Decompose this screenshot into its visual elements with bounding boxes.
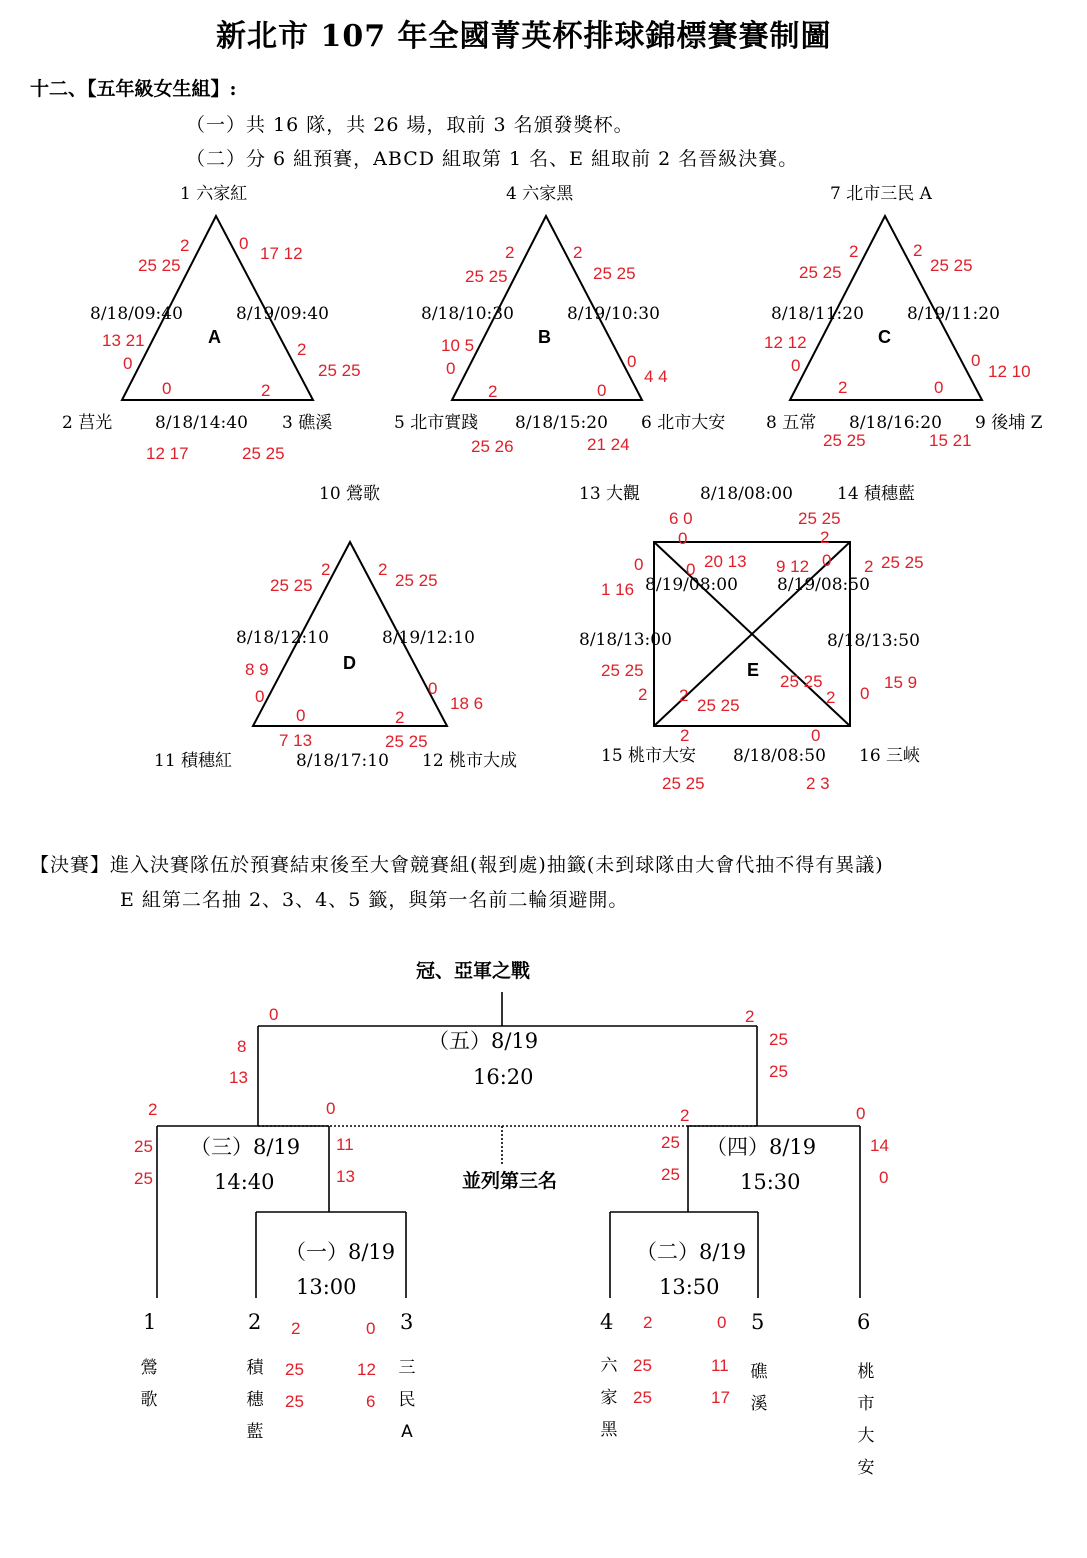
group-b-time-left: 8/18/10:30 [421,304,514,324]
match-3-time: 14:40 [214,1170,275,1194]
score: 0 [686,560,696,579]
score: 2 3 [806,774,830,793]
score: 2 [680,726,690,745]
score: 2 [297,340,307,359]
group-b-time-bottom: 8/18/15:20 [515,413,608,433]
score: 1 16 [601,580,635,599]
score: 0 [296,706,306,725]
score: 2 [679,686,689,705]
match-5-date: （五）8/19 [428,1029,539,1053]
score: 20 13 [704,552,747,571]
score: 25 25 [465,267,508,286]
team-name-seed-3: 三 民 A [398,1358,416,1442]
seed-4: 4 [600,1310,614,1334]
match-1-time: 13:00 [296,1275,357,1299]
score: 0 [597,381,607,400]
score: 25 25 [395,571,438,590]
score: 25 25 [662,774,705,793]
score: 7 13 [279,731,313,750]
score: 15 21 [929,431,972,450]
score: 8 [237,1037,247,1056]
score: 0 [627,352,637,371]
team-name-seed-5: 礁 溪 [750,1362,768,1414]
group-e-team-14: 14 積穗藍 [837,484,916,504]
score: 4 4 [644,367,668,386]
score: 13 [336,1167,355,1186]
group-d-team-10: 10 鶯歌 [319,484,381,504]
score: 0 [446,359,456,378]
rule-2: （二）分 6 組預賽，ABCD 組取第 1 名、E 組取前 2 名晉級決賽。 [186,148,799,170]
score: 0 [934,378,944,397]
match-5-time: 16:20 [473,1065,534,1089]
score: 25 25 [930,256,973,275]
score: 25 25 [138,256,181,275]
group-c-team-8: 8 五常 [766,413,817,433]
group-a-label: A [208,327,221,347]
score: 2 [864,557,874,576]
score: 2 [826,688,836,707]
finals-rule-1: 【決賽】進入決賽隊伍於預賽結束後至大會競賽組(報到處)抽籤(未到球隊由大會代抽不得有異議) [30,854,884,876]
group-c-team-7: 7 北市三民 A [830,184,932,204]
group-e-team-15: 15 桃市大安 [601,746,697,766]
score: 21 24 [587,435,630,454]
third-place-label: 並列第三名 [462,1170,558,1192]
score: 25 26 [471,437,514,456]
score: 25 [285,1392,304,1411]
score: 2 [378,560,388,579]
score: 12 [357,1360,376,1379]
score: 0 [717,1313,727,1332]
group-b-label: B [538,327,551,347]
score: 25 25 [593,264,636,283]
score: 0 [239,234,249,253]
score: 2 [261,381,271,400]
group-a-time-left: 8/18/09:40 [90,304,183,324]
group-c-time-bottom: 8/18/16:20 [849,413,942,433]
group-e-time-bottom: 8/18/08:50 [733,746,826,766]
score: 2 [573,243,583,262]
score: 14 [870,1136,889,1155]
team-name-seed-6: 桃 市 大 安 [857,1362,875,1478]
score: 2 [680,1106,690,1125]
score: 25 25 [601,661,644,680]
group-a-team-1: 1 六家紅 [180,184,248,204]
score: 0 [326,1099,336,1118]
score: 25 [134,1169,153,1188]
group-e-time-diag-2: 8/19/08:50 [777,575,870,595]
score: 2 [913,241,923,260]
score: 12 17 [146,444,189,463]
group-d-time-left: 8/18/12:10 [236,628,329,648]
score: 2 [849,242,859,261]
score: 10 5 [441,336,475,355]
score: 6 0 [669,509,693,528]
score: 2 [505,243,515,262]
score: 0 [366,1319,376,1338]
score: 2 [745,1007,755,1026]
score: 2 [291,1319,301,1338]
group-c-label: C [878,327,891,347]
rule-1: （一）共 16 隊，共 26 場，取前 3 名頒發獎杯。 [186,114,634,136]
score: 2 [321,560,331,579]
score: 25 25 [318,361,361,380]
score: 2 [148,1100,158,1119]
section-heading: 十二、【五年級女生組】: [30,78,237,100]
group-d-team-12: 12 桃市大成 [422,751,518,771]
group-c-time-left: 8/18/11:20 [771,304,864,324]
group-d-label: D [343,653,356,673]
seed-2: 2 [248,1310,262,1334]
group-e-team-16: 16 三峽 [859,746,921,766]
seed-5: 5 [751,1310,765,1334]
score: 25 [661,1165,680,1184]
score: 25 [661,1133,680,1152]
group-e-time-left: 8/18/13:00 [579,630,672,650]
group-b-time-right: 8/19/10:30 [567,304,660,324]
score: 25 [769,1062,788,1081]
score: 0 [860,684,870,703]
score: 25 25 [798,509,841,528]
score: 8 9 [245,660,269,679]
score: 13 21 [102,331,145,350]
group-a-time-bottom: 8/18/14:40 [155,413,248,433]
score: 0 [123,354,133,373]
score: 0 [791,356,801,375]
seed-1: 1 [143,1310,157,1334]
score: 0 [269,1005,279,1024]
group-a-team-2: 2 莒光 [62,413,113,433]
group-e-time-top: 8/18/08:00 [700,484,793,504]
score: 25 25 [881,553,924,572]
group-a-time-right: 8/19/09:40 [236,304,329,324]
seed-3: 3 [400,1310,414,1334]
score: 6 [366,1392,376,1411]
score: 25 25 [780,672,823,691]
score: 0 [678,529,688,548]
group-b-team-6: 6 北市大安 [641,413,726,433]
group-c-time-right: 8/19/11:20 [907,304,1000,324]
team-name-seed-2: 積 穗 藍 [246,1358,264,1442]
final-title: 冠、亞軍之戰 [416,960,531,982]
score: 25 [769,1030,788,1049]
score: 25 [285,1360,304,1379]
group-e-team-13: 13 大觀 [579,484,641,504]
score: 17 12 [260,244,303,263]
seed-6: 6 [857,1310,871,1334]
score: 25 25 [697,696,740,715]
group-e-label: E [747,660,760,680]
group-d-time-right: 8/19/12:10 [382,628,475,648]
score: 2 [643,1313,653,1332]
score: 2 [638,685,648,704]
score: 0 [428,679,438,698]
group-a-team-3: 3 礁溪 [282,413,333,433]
score: 9 12 [776,557,810,576]
score: 0 [879,1168,889,1187]
team-name-seed-4: 六 家 黑 [600,1356,618,1440]
score: 0 [971,351,981,370]
score: 12 12 [764,333,807,352]
match-2-date: （二）8/19 [636,1240,747,1264]
score: 0 [822,551,832,570]
group-b-team-4: 4 六家黑 [506,184,574,204]
score: 25 25 [823,431,866,450]
score: 25 25 [799,263,842,282]
score: 25 [633,1356,652,1375]
page-title: 新北市 107 年全國菁英杯排球錦標賽賽制圖 [216,19,832,54]
score: 2 [180,236,190,255]
group-b-team-5: 5 北市實踐 [394,413,479,433]
score: 13 [229,1068,248,1087]
score: 2 [820,528,830,547]
match-3-date: （三）8/19 [190,1135,301,1159]
score: 25 25 [385,732,428,751]
group-d-team-11: 11 積穗紅 [154,751,233,771]
team-name-seed-1: 鶯 歌 [140,1358,158,1410]
score: 25 25 [270,576,313,595]
score: 0 [856,1104,866,1123]
group-e-time-right: 8/18/13:50 [827,631,920,651]
match-1-date: （一）8/19 [285,1240,396,1264]
score: 2 [838,378,848,397]
score: 18 6 [450,694,484,713]
score: 17 [711,1388,730,1407]
score: 15 9 [884,673,918,692]
score: 25 25 [242,444,285,463]
finals-rule-2: E 組第二名抽 2、3、4、5 籤，與第一名前二輪須避開。 [120,889,629,911]
group-e-time-diag-1: 8/19/08:00 [645,575,738,595]
score: 2 [488,382,498,401]
score: 0 [162,379,172,398]
match-2-time: 13:50 [659,1275,720,1299]
score: 25 [633,1388,652,1407]
score: 11 [711,1356,729,1375]
match-4-date: （四）8/19 [706,1135,817,1159]
score: 0 [811,726,821,745]
score: 2 [395,708,405,727]
group-d-time-bottom: 8/18/17:10 [296,751,389,771]
score: 0 [634,555,644,574]
group-c-team-9: 9 後埔 Z [975,413,1043,433]
score: 0 [255,687,265,706]
score: 11 [336,1135,354,1154]
score: 12 10 [988,362,1031,381]
score: 25 [134,1137,153,1156]
match-4-time: 15:30 [740,1170,801,1194]
